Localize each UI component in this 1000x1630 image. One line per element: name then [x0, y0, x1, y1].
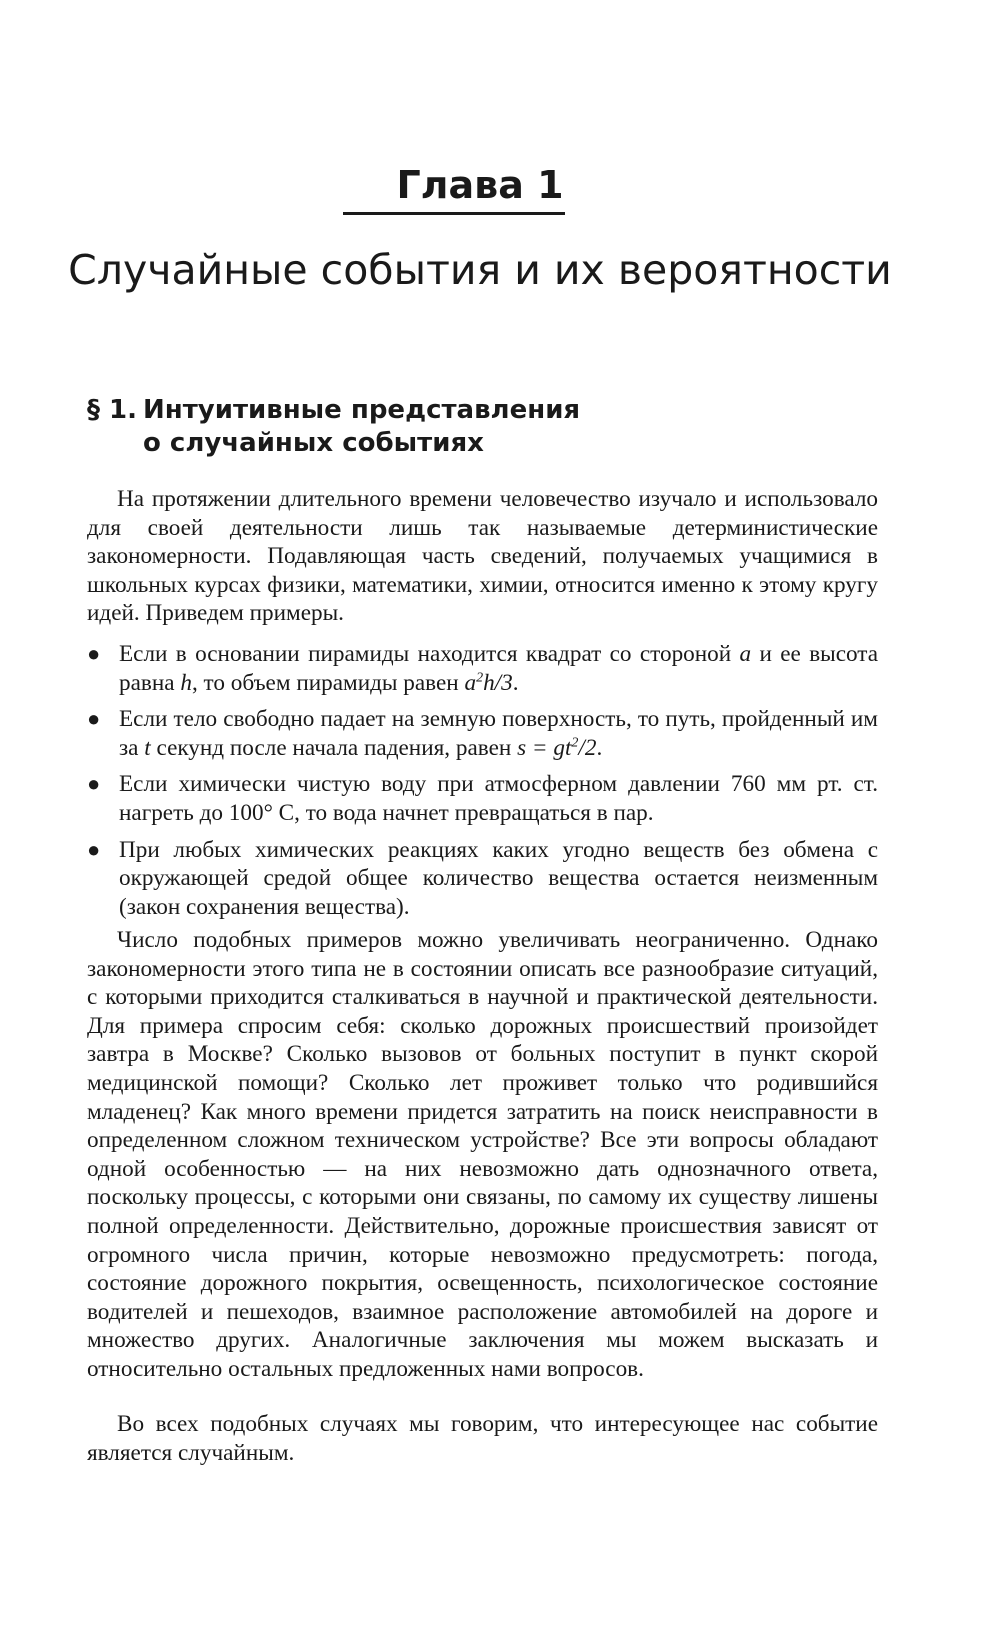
paragraph-intro-text: На протяжении длительного времени человечество изучало и использовало для своей деятельности лишь так называемые детерминистические закономерности. Подавляющая часть сведений, получаемых учащимися в школьных курсах физики, математики, химии, относится именно к этому кругу идей. Приведем примеры.: [87, 486, 878, 627]
list-item: ● При любых химических реакциях каких угодно веществ без обмена с окружающей средой общее количество вещества остается неизменным (закон сохранения вещества).: [87, 836, 878, 920]
paragraph-third-text: Во всех подобных случаях мы говорим, что интересующее нас событие является случайным.: [87, 1411, 878, 1466]
section-heading: [87, 394, 787, 460]
chapter-rule: [343, 212, 565, 215]
paragraph-third: [87, 1410, 878, 1467]
bullet-icon: ●: [87, 641, 101, 666]
bullet-icon: ●: [87, 771, 101, 797]
section-title-line1: Интуитивные представления: [143, 395, 581, 425]
paragraph-second-text: Число подобных примеров можно увеличивать неограниченно. Однако закономерности этого типа не в состоянии описать все разнообразие ситуаций, с которыми приходится сталкиваться в научной и практической деятельности. Для примера спросим себя: сколько дорожных происшествий произойдет завтра в Москве? Сколько вызовов от больных поступит в пункт скорой медицинской помощи? Сколько лет проживет только что родившийся младенец? Как много времени придется затратить на поиск неисправности в определенном сложном техническом устройстве? Все эти вопросы обладают одной особенностью — на них невозможно дать однозначного ответа, поскольку процессы, с которыми они связаны, по самому их существу лишены полной определенности. Действительно, дорожные происшествия зависят от огромного числа причин, которые невозможно предусмотреть: погода, состояние дорожного покрытия, освещенность, психологическое состояние водителей и пешеходов, взаимное расположение автомобилей на дороге и множество других. Аналогичные заключения мы можем высказать и относительно остальных предложенных нами вопросов.: [87, 927, 878, 1382]
list-item: ● Если в основании пирамиды находится квадрат со стороной a и ее высота равна h, то объем пирамиды равен $a^2h/3$.: [87, 641, 879, 696]
chapter-title: Случайные события и их вероятности: [68, 246, 892, 294]
bullet-icon: ●: [87, 706, 101, 732]
math-var: h: [180, 669, 192, 696]
section-number: § 1.: [87, 395, 138, 425]
examples-list: [87, 640, 878, 929]
math-formula: $s = gt^2/2$: [517, 734, 597, 761]
list-item: ● Если химически чистую воду при атмосферном давлении 760 мм рт. ст. нагреть до 100° C, то вода начнет превращаться в пар.: [87, 771, 878, 826]
math-formula: $a^2h/3$: [464, 669, 513, 696]
math-var: a: [739, 641, 752, 667]
list-item: ● Если тело свободно падает на земную поверхность, то путь, пройденный им за t секунд после начала падения, равен $s = gt^2/2$.: [87, 706, 878, 761]
paragraph-intro: [87, 485, 878, 628]
bullet-icon: ●: [87, 836, 101, 862]
paragraph-second: [87, 926, 878, 1384]
math-var: t: [144, 734, 151, 761]
chapter-label: Глава 1: [396, 163, 564, 207]
section-title-line2: о случайных событиях: [143, 428, 484, 458]
